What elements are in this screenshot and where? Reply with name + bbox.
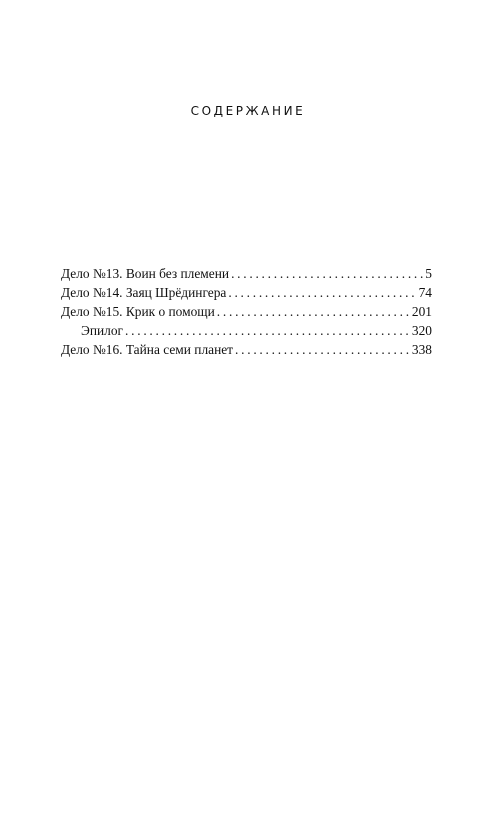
toc-entry-title: Эпилог: [81, 323, 124, 338]
toc-leader-dots: [217, 302, 410, 321]
toc-leader-dots: [228, 283, 416, 302]
toc-entry[interactable]: [61, 283, 432, 302]
toc-entry-page: 320: [411, 323, 432, 338]
toc-entry[interactable]: [61, 264, 432, 283]
toc-leader-dots: [235, 340, 410, 359]
toc-entry-title: Дело №15. Крик о помощи: [61, 304, 215, 319]
toc-entry[interactable]: [61, 340, 432, 359]
toc-entry-page: 201: [411, 304, 432, 319]
toc-entry[interactable]: [61, 321, 432, 340]
toc-entry-page: 74: [418, 285, 432, 300]
toc-entry[interactable]: [61, 302, 432, 321]
toc-entry-page: 5: [425, 266, 432, 281]
toc-entry-title: Дело №16. Тайна семи планет: [61, 342, 234, 357]
toc-entry-title: Дело №13. Воин без племени: [61, 266, 230, 281]
table-of-contents: [61, 264, 432, 359]
toc-leader-dots: [125, 321, 410, 340]
toc-entry-title: Дело №14. Заяц Шрёдингера: [61, 285, 227, 300]
page-title: СОДЕРЖАНИЕ: [190, 104, 306, 118]
toc-entry-page: 338: [411, 342, 432, 357]
toc-leader-dots: [231, 264, 423, 283]
